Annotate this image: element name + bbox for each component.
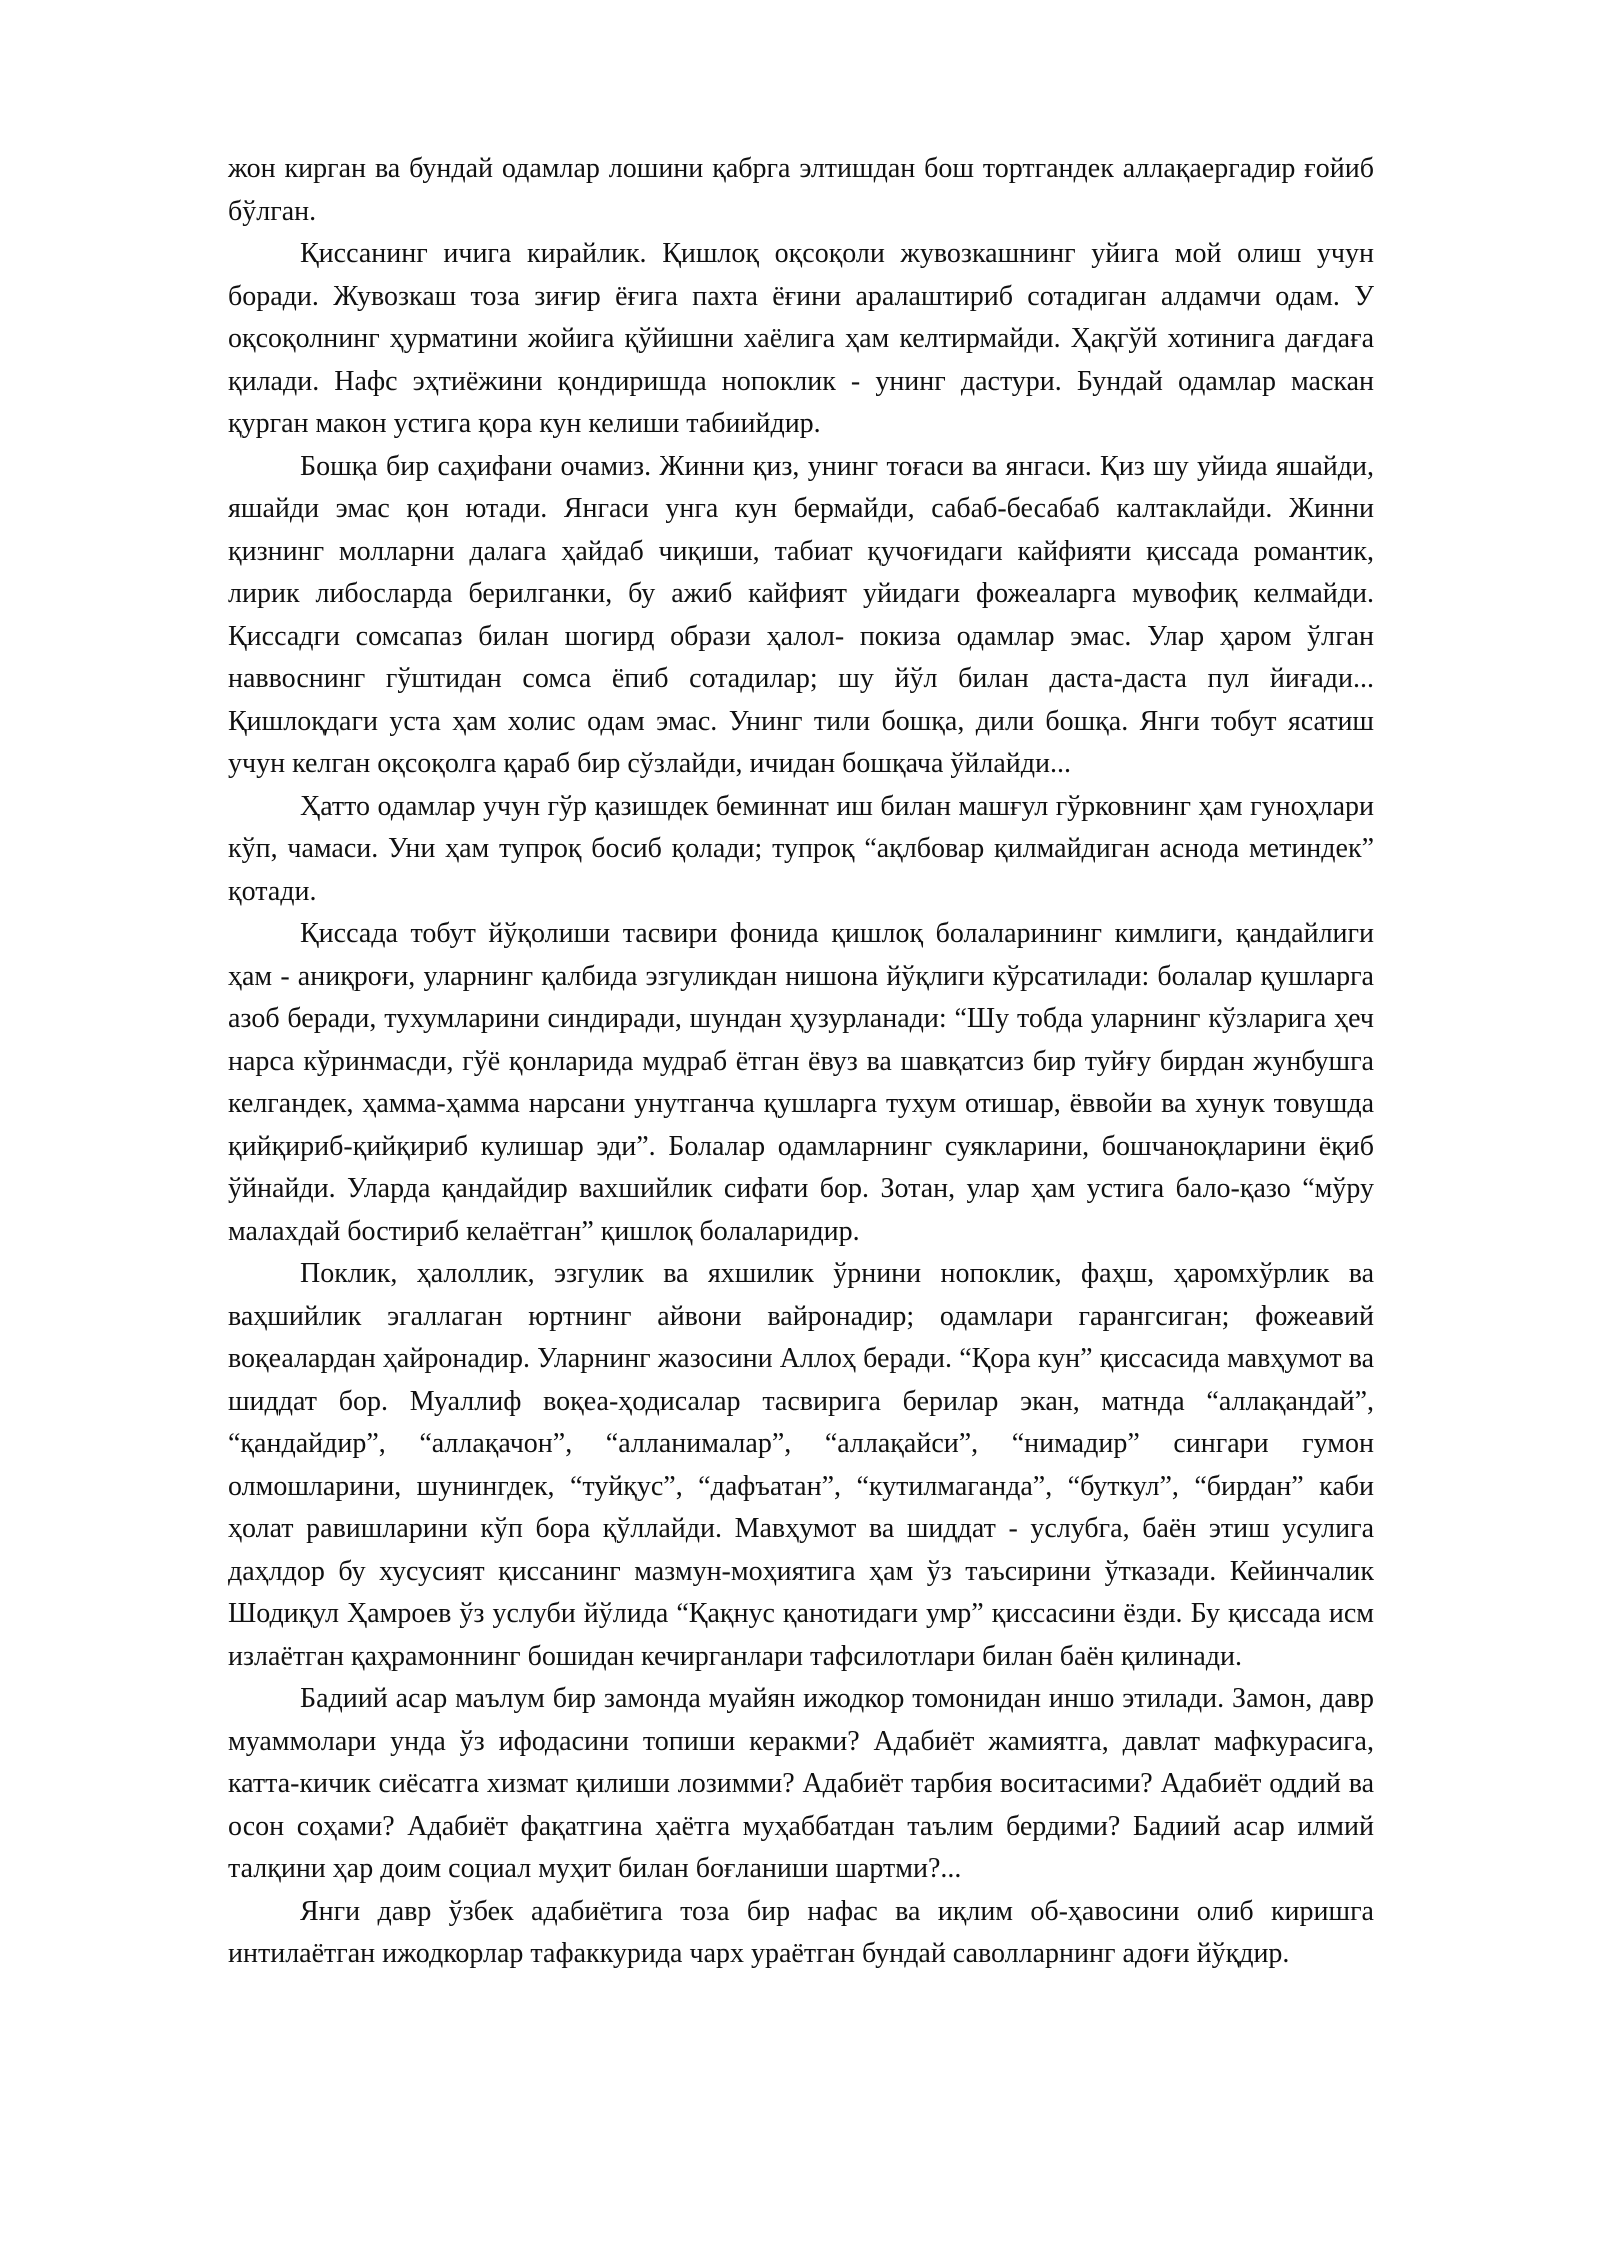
paragraph: Бадиий асар маълум бир замонда муайян ижодкор томонидан иншо этилади. Замон, давр муаммолари унда ўз ифодасини топиши керакми? Адабиёт жамиятга, давлат мафкурасига, катта-кичик сиёсатга хизмат қилиши лозимми? Адабиёт тарбия воситасими? Адабиёт оддий ва осон соҳами? Адабиёт фақатгина ҳаётга муҳаббатдан таълим бердими? Бадиий асар илмий талқини ҳар доим социал муҳит билан боғланиши шартми?... [228,1683,1374,1884]
paragraph: Ҳатто одамлар учун гўр қазишдек беминнат иш билан машғул гўрковнинг ҳам гуноҳлари кўп, чамаси. Уни ҳам тупроқ босиб қолади; тупроқ “ақлбовар қилмайдиган аснода метиндек” қотади. [228,790,1374,907]
paragraph: Бошқа бир саҳифани очамиз. Жинни қиз, унинг тоғаси ва янгаси. Қиз шу уйида яшайди, яшайди эмас қон ютади. Янгаси унга кун бермайди, сабаб-бесабаб калтаклайди. Жинни қизнинг молларни далага ҳайдаб чиқиши, табиат қучоғидаги кайфияти қиссада романтик, лирик либосларда берилганки, бу ажиб кайфият уйидаги фожеаларга мувофиқ келмайди. Қиссадги сомсапаз билан шогирд образи ҳалол- покиза одамлар эмас. Улар ҳаром ўлган наввоснинг гўштидан сомса ёпиб сотадилар; шу йўл билан даста-даста пул йиғади... Қишлоқдаги уста ҳам холис одам эмас. Унинг тили бошқа, дили бошқа. Янги тобут ясатиш учун келган оқсоқолга қараб бир сўзлайди, ичидан бошқача ўйлайди... [228,450,1374,779]
paragraph: Қиссанинг ичига кирайлик. Қишлоқ оқсоқоли жувозкашнинг уйига мой олиш учун боради. Жувозкаш тоза зиғир ёғига пахта ёғини аралаштириб сотадиган алдамчи одам. У оқсоқолнинг ҳурматини жойига қўйишни хаёлига ҳам келтирмайди. Ҳақгўй хотинига дағдаға қилади. Нафс эҳтиёжини қондиришда нопоклик - унинг дастури. Бундай одамлар маскан қурган макон устига қора кун келиши табиийдир. [228,238,1374,439]
paragraph: Поклик, ҳалоллик, эзгулик ва яхшилик ўрнини нопоклик, фаҳш, ҳаромхўрлик ва ваҳшийлик эгаллаган юртнинг айвони вайронадир; одамлари гарангсиган; фожеавий воқеалардан ҳайронадир. Уларнинг жазосини Аллоҳ беради. “Қора кун” қиссасида мавҳумот ва шиддат бор. Муаллиф воқеа-ҳодисалар тасвирига берилар экан, матнда “аллақандай”, “қандайдир”, “аллақачон”, “алланималар”, “аллақайси”, “нимадир” сингари гумон олмошларини, шунингдек, “туйқус”, “дафъатан”, “кутилмаганда”, “буткул”, “бирдан” каби ҳолат равишларини кўп бора қўллайди. Мавҳумот ва шиддат - услубга, баён этиш усулига даҳлдор бу хусусият қиссанинг мазмун-моҳиятига ҳам ўз таъсирини ўтказади. Кейинчалик Шодиқул Ҳамроев ўз услуби йўлида “Қақнус қанотидаги умр” қиссасини ёзди. Бу қиссада исм излаётган қаҳрамоннинг бошидан кечирганлари тафсилотлари билан баён қилинади. [228,1258,1374,1672]
document-page [228,148,1374,1976]
paragraph-continued: жон кирган ва бундай одамлар лошини қабрга элтишдан бош тортгандек аллақаергадир ғойиб бўлган. [228,153,1374,227]
paragraph: Қиссада тобут йўқолиши тасвири фонида қишлоқ болаларининг кимлиги, қандайлиги ҳам - аниқроғи, уларнинг қалбида эзгуликдан нишона йўқлиги кўрсатилади: болалар қушларга азоб беради, тухумларини синдиради, шундан ҳузурланади: “Шу тобда уларнинг кўзларига ҳеч нарса кўринмасди, гўё қонларида мудраб ётган ёвуз ва шавқатсиз бир туйғу бирдан жунбушга келгандек, ҳамма-ҳамма нарсани унутганча қушларга тухум отишар, ёввойи ва хунук товушда қийқириб-қийқириб кулишар эди”. Болалар одамларнинг суякларини, бошчаноқларини ёқиб ўйнайди. Уларда қандайдир вахшийлик сифати бор. Зотан, улар ҳам устига бало-қазо “мўру малахдай бостириб келаётган” қишлоқ болаларидир. [228,918,1374,1247]
paragraph: Янги давр ўзбек адабиётига тоза бир нафас ва иқлим об-ҳавосини олиб киришга интилаётган ижодкорлар тафаккурида чарх ураётган бундай саволларнинг адоғи йўқдир. [228,1895,1374,1969]
